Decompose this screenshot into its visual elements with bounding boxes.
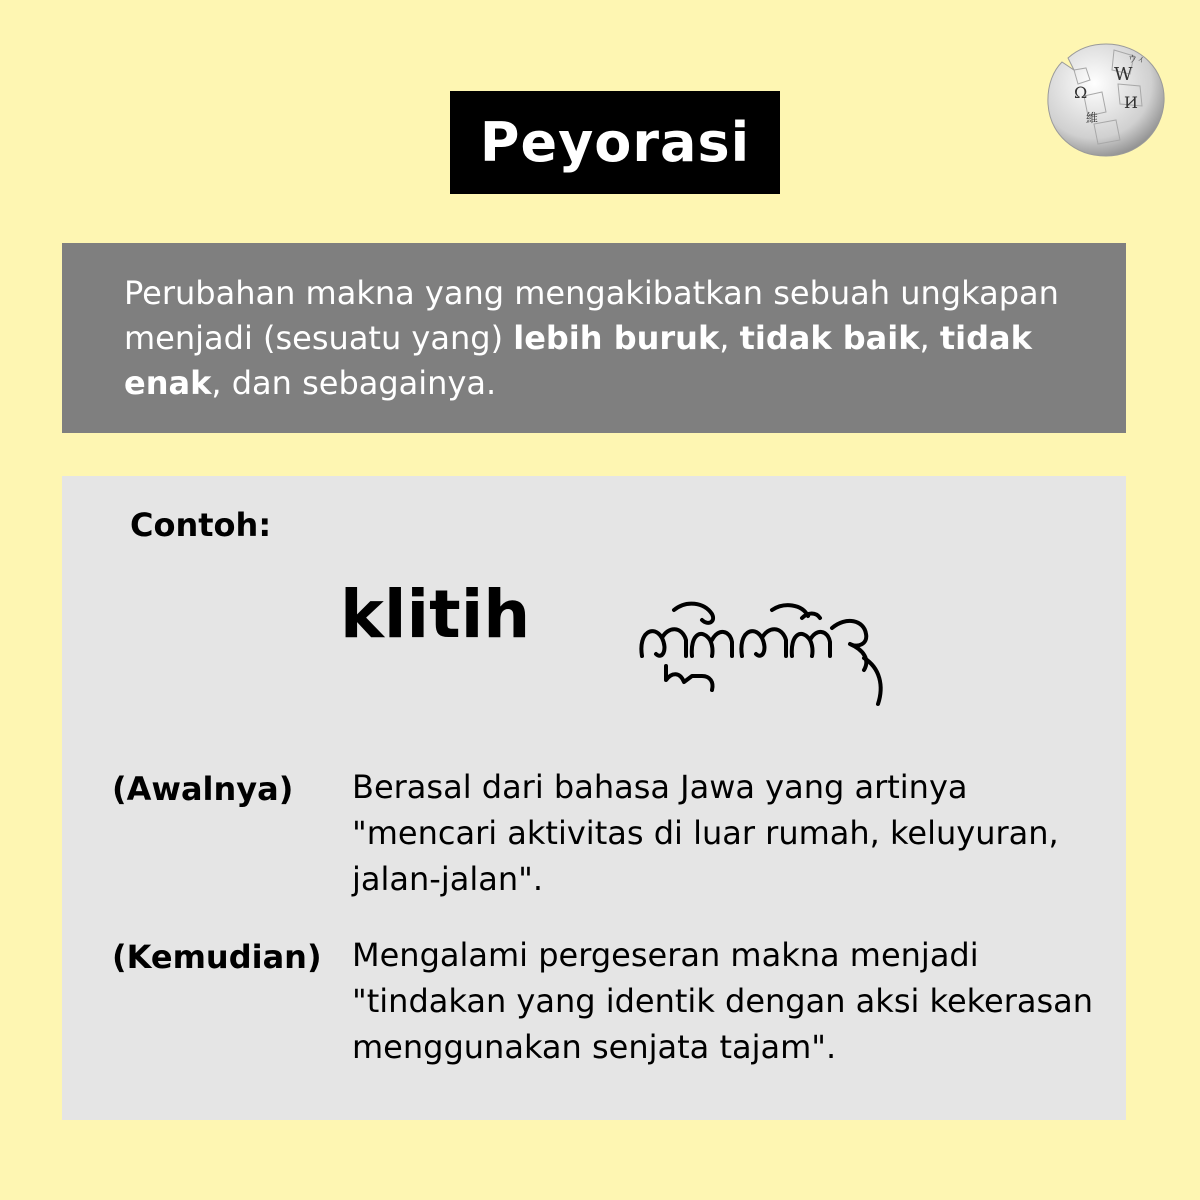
logo-glyph-wei: 維 [1086,111,1099,125]
example-word: klitih [340,576,531,653]
logo-glyph-wi: ウィ [1128,55,1146,65]
example-box [62,476,1126,1120]
definition-part-2: , [719,319,740,357]
definition-part-1: Perubahan makna yang mengakibatkan sebuah ungkapan menjadi (sesuatu yang) [124,274,1059,357]
row-text-kemudian: Mengalami pergeseran makna menjadi "tindakan yang identik dengan aksi kekerasan menggunakan senjata tajam". [352,936,1094,1066]
logo-glyph-i: И [1124,93,1138,112]
definition-part-3: , [919,319,940,357]
definition-bold-1: lebih buruk [513,319,720,357]
definition-box [62,243,1126,433]
row-label-kemudian: (Kemudian) [112,938,322,976]
wikipedia-globe-icon [1044,40,1168,158]
definition-part-4: , dan sebagainya. [211,364,497,402]
definition-text [124,271,1086,406]
definition-bold-2: tidak baik [739,319,920,357]
row-label-awalnya: (Awalnya) [112,770,294,808]
logo-glyph-omega: Ω [1074,83,1088,102]
row-text-awalnya: Berasal dari bahasa Jawa yang artinya "mencari aktivitas di luar rumah, keluyuran, jalan-jalan". [352,768,1059,898]
page-title: Peyorasi [479,111,751,174]
logo-glyph-w: W [1114,64,1133,85]
example-heading: Contoh: [130,506,272,544]
javanese-script-icon [632,598,902,708]
title-box [450,91,780,194]
definition-bold-3: tidak enak [124,319,1032,402]
